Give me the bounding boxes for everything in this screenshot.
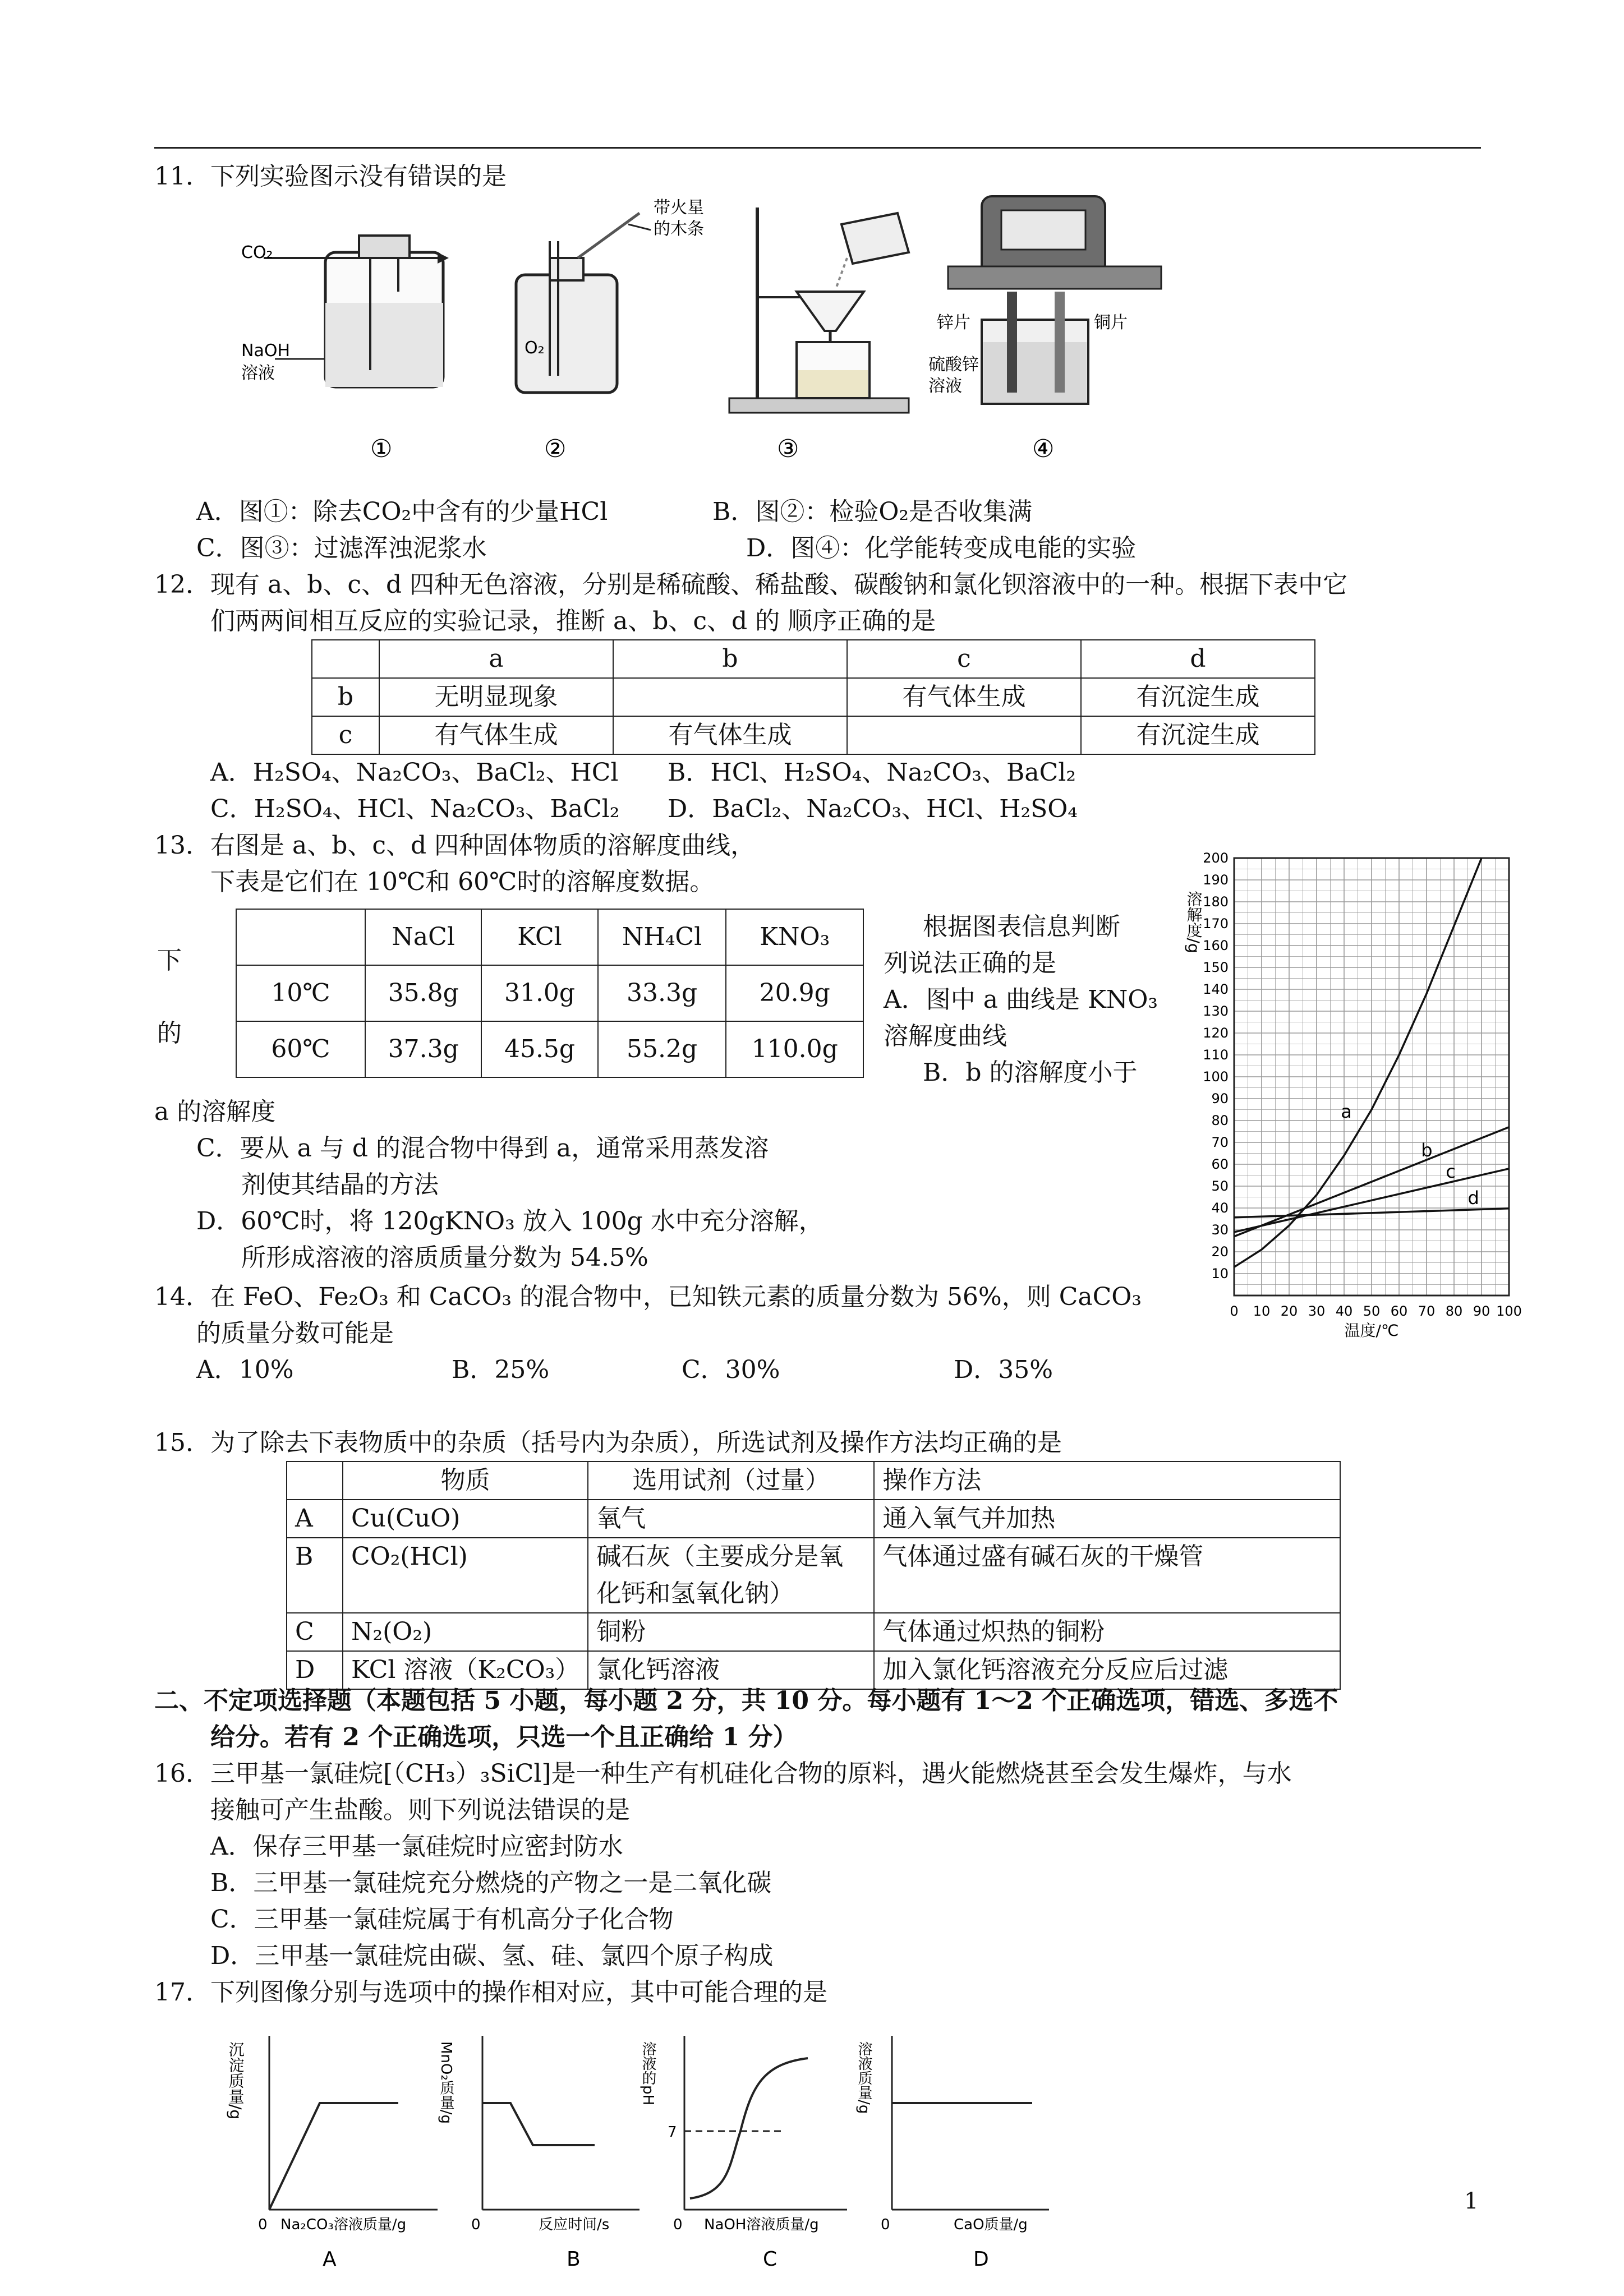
y-tick-label: 30 [1211, 1222, 1229, 1238]
x-tick-label: 90 [1473, 1303, 1490, 1319]
graph-c-ylabel: 溶液的pH [640, 2041, 656, 2106]
graph-b [482, 2036, 640, 2210]
graph-d-label: D [973, 2248, 989, 2271]
q13-stem-1: 13．右图是 a、b、c、d 四种固体物质的溶解度曲线， [154, 831, 756, 860]
q15-impurity-table [286, 1461, 1341, 1690]
table-header-cell [287, 1461, 343, 1500]
q13-option-d-1: D．60℃时，将 120gKNO₃ 放入 100g 水中充分溶解， [196, 1207, 823, 1235]
q14-stem-1: 14．在 FeO、Fe₂O₃ 和 CaCO₃ 的混合物中，已知铁元素的质量分数为 56%，则 CaCO₃ [154, 1283, 1142, 1311]
header-rule [154, 147, 1481, 149]
table-header-cell: b [613, 640, 847, 678]
table-row [287, 1500, 1340, 1538]
chart-grid [1234, 858, 1509, 1295]
section-2-heading-2: 给分。若有 2 个正确选项，只选一个且正确给 1 分） [210, 1723, 798, 1751]
x-tick-label: 100 [1496, 1303, 1522, 1319]
y-tick-label: 80 [1211, 1113, 1229, 1128]
q13-right-text-2: 列说法正确的是 [884, 949, 1056, 978]
graph-c-mark: 7 [668, 2124, 677, 2141]
graph-a-label: A [323, 2248, 337, 2271]
table-cell: CO₂(HCl) [343, 1538, 588, 1613]
gas-washing-bottle-figure [264, 236, 449, 387]
q16-option-c: C．三甲基一氯硅烷属于有机高分子化合物 [210, 1905, 674, 1934]
x-tick-label: 60 [1390, 1303, 1408, 1319]
graph-c-xlabel: NaOH溶液质量/g [704, 2216, 819, 2233]
table-cell: 加入氯化钙溶液充分反应后过滤 [874, 1651, 1340, 1689]
table-cell: c [312, 716, 379, 754]
fig1-solution-label: 溶液 [241, 363, 275, 383]
y-tick-label: 140 [1203, 981, 1229, 997]
table-cell: KCl 溶液（K₂CO₃） [343, 1651, 588, 1689]
q12-option-c: C．H₂SO₄、HCl、Na₂CO₃、BaCl₂ [210, 795, 620, 823]
fig1-number: ① [370, 435, 393, 463]
table-cell: B [287, 1538, 343, 1613]
q16-option-d: D．三甲基一氯硅烷由碳、氢、硅、氯四个原子构成 [210, 1942, 774, 1970]
y-tick-label: 150 [1203, 960, 1229, 975]
y-tick-label: 190 [1203, 872, 1229, 888]
y-tick-label: 120 [1203, 1025, 1229, 1041]
q11-option-b: B．图②：检验O₂是否收集满 [712, 497, 1033, 526]
table-cell: 铜粉 [588, 1613, 874, 1651]
graph-c-origin: 0 [673, 2216, 683, 2233]
table-cell [847, 716, 1081, 754]
q13-right-text-4: 溶解度曲线 [884, 1022, 1007, 1050]
q16-stem-2: 接触可产生盐酸。则下列说法错误的是 [210, 1796, 630, 1824]
q12-option-b: B．HCl、H₂SO₄、Na₂CO₃、BaCl₂ [668, 758, 1076, 787]
solubility-curve-chart [1172, 847, 1543, 1363]
graph-d-origin: 0 [881, 2216, 890, 2233]
q13-right-text-3: A．图中 a 曲线是 KNO₃ [884, 985, 1158, 1014]
graph-a-xlabel: Na₂CO₃溶液质量/g [280, 2216, 407, 2233]
x-tick-label: 70 [1418, 1303, 1436, 1319]
table-cell: A [287, 1500, 343, 1538]
q11-option-a: A．图①：除去CO₂中含有的少量HCl [196, 497, 608, 526]
q14-option-c: C．30% [682, 1356, 780, 1384]
table-header-cell: d [1081, 640, 1315, 678]
table-cell: 35.8g [365, 965, 481, 1021]
table-cell: 33.3g [598, 965, 726, 1021]
galvanic-cell-figure [948, 196, 1161, 404]
table-cell: 31.0g [481, 965, 597, 1021]
q13-side-char-1: 下 [157, 946, 182, 975]
table-row [236, 965, 863, 1021]
table-header-cell: a [379, 640, 613, 678]
table-cell: 通入氧气并加热 [874, 1500, 1340, 1538]
graph-c-label: C [763, 2248, 778, 2271]
table-header-cell: 物质 [343, 1461, 588, 1500]
graph-a-origin: 0 [258, 2216, 268, 2233]
series-label-d: d [1467, 1187, 1479, 1209]
y-tick-label: 160 [1203, 938, 1229, 953]
page-number: 1 [1464, 2188, 1479, 2214]
q13-side-char-2: 的 [157, 1019, 182, 1048]
q13-option-c-1: C．要从 a 与 d 的混合物中得到 a，通常采用蒸发溶 [196, 1134, 769, 1163]
graph-d-xlabel: CaO质量/g [954, 2216, 1028, 2233]
q13-option-c-2: 剂使其结晶的方法 [241, 1170, 439, 1199]
y-tick-label: 60 [1211, 1156, 1229, 1172]
table-cell: 氧气 [588, 1500, 874, 1538]
q14-stem-2: 的质量分数可能是 [196, 1319, 394, 1348]
table-row [287, 1613, 1340, 1651]
table-row [236, 1021, 863, 1077]
q13-solubility-table [236, 909, 864, 1078]
y-tick-label: 110 [1203, 1047, 1229, 1063]
x-tick-label: 20 [1280, 1303, 1298, 1319]
gas-collection-bottle-figure [516, 213, 651, 393]
q11-stem: 11．下列实验图示没有错误的是 [154, 162, 507, 191]
table-cell: b [312, 678, 379, 716]
q13-right-text-1: 根据图表信息判断 [923, 912, 1120, 941]
y-tick-label: 180 [1203, 894, 1229, 910]
graph-b-xlabel: 反应时间/s [539, 2216, 610, 2233]
q12-option-a: A．H₂SO₄、Na₂CO₃、BaCl₂、HCl [210, 758, 619, 787]
graph-c [684, 2036, 847, 2210]
table-cell: Cu(CuO) [343, 1500, 588, 1538]
q13-stem-2: 下表是它们在 10℃和 60℃时的溶解度数据。 [210, 868, 715, 896]
chart-x-axis-label: 温度/℃ [1344, 1321, 1399, 1340]
fig4-znso4-label-1: 硫酸锌 [928, 355, 979, 375]
table-header-cell: 选用试剂（过量） [588, 1461, 874, 1500]
y-tick-label: 90 [1211, 1091, 1229, 1106]
x-tick-label: 30 [1308, 1303, 1326, 1319]
table-cell: 110.0g [726, 1021, 863, 1077]
table-row [312, 678, 1315, 716]
y-tick-label: 70 [1211, 1135, 1229, 1150]
table-cell [613, 678, 847, 716]
table-header-cell: NaCl [365, 909, 481, 965]
fig2-splint-label-1: 带火星 [654, 198, 704, 218]
table-row [312, 716, 1315, 754]
graph-b-origin: 0 [471, 2216, 481, 2233]
table-cell: 20.9g [726, 965, 863, 1021]
q15-stem: 15．为了除去下表物质中的杂质（括号内为杂质），所选试剂及操作方法均正确的是 [154, 1428, 1062, 1457]
q16-option-a: A．保存三甲基一氯硅烷时应密封防水 [210, 1832, 623, 1861]
graph-a [269, 2036, 438, 2210]
y-tick-label: 170 [1203, 916, 1229, 932]
y-tick-label: 50 [1211, 1178, 1229, 1194]
table-cell: 气体通过盛有碱石灰的干燥管 [874, 1538, 1340, 1613]
x-tick-label: 0 [1230, 1303, 1239, 1319]
table-cell: D [287, 1651, 343, 1689]
table-cell: 37.3g [365, 1021, 481, 1077]
fig1-naoh-label: NaOH [241, 341, 290, 361]
table-cell: 无明显现象 [379, 678, 613, 716]
table-header-cell: KNO₃ [726, 909, 863, 965]
fig4-copper-label: 铜片 [1094, 313, 1128, 333]
table-cell: 有气体生成 [379, 716, 613, 754]
table-header-cell: c [847, 640, 1081, 678]
y-tick-label: 10 [1211, 1266, 1229, 1281]
q14-option-b: B．25% [452, 1356, 550, 1384]
graph-d [892, 2036, 1049, 2210]
graph-b-label: B [567, 2248, 581, 2271]
table-cell: 45.5g [481, 1021, 597, 1077]
x-tick-label: 40 [1335, 1303, 1353, 1319]
q12-stem-2: 们两两间相互反应的实验记录，推断 a、b、c、d 的 顺序正确的是 [210, 607, 936, 635]
q11-option-d: D．图④：化学能转变成电能的实验 [746, 534, 1137, 563]
table-cell: 氯化钙溶液 [588, 1651, 874, 1689]
series-label-b: b [1421, 1140, 1433, 1161]
chart-labels [1341, 1101, 1479, 1209]
chart-y-axis-label: 溶解度/g [1184, 891, 1203, 953]
y-tick-label: 20 [1211, 1244, 1229, 1260]
q12-stem-1: 12．现有 a、b、c、d 四种无色溶液，分别是稀硫酸、稀盐酸、碳酸钠和氯化钡溶液中的一种。根据下表中它 [154, 570, 1348, 599]
q13-right-text-5: B．b 的溶解度小于 [923, 1058, 1138, 1087]
table-cell: 10℃ [236, 965, 365, 1021]
y-tick-label: 130 [1203, 1003, 1229, 1019]
q14-option-d: D．35% [954, 1356, 1053, 1384]
table-cell: C [287, 1613, 343, 1651]
q16-option-b: B．三甲基一氯硅烷充分燃烧的产物之一是二氧化碳 [210, 1869, 772, 1897]
table-row [287, 1538, 1340, 1613]
q11-option-c: C．图③：过滤浑浊泥浆水 [196, 534, 487, 563]
q14-option-a: A．10% [196, 1356, 294, 1384]
section-2-heading-1: 二、不定项选择题（本题包括 5 小题，每小题 2 分，共 10 分。每小题有 1～2 个正确选项，错选、多选不 [154, 1686, 1338, 1715]
table-cell: 有沉淀生成 [1081, 716, 1315, 754]
table-cell: 碱石灰（主要成分是氧化钙和氢氧化钠） [588, 1538, 874, 1613]
x-tick-label: 50 [1363, 1303, 1381, 1319]
table-cell: N₂(O₂) [343, 1613, 588, 1651]
fig2-number: ② [544, 435, 567, 463]
series-label-c: c [1446, 1160, 1456, 1182]
q13-option-d-2: 所形成溶液的溶质质量分数为 54.5% [241, 1243, 648, 1272]
y-tick-label: 200 [1203, 850, 1229, 866]
graph-a-ylabel: 沉淀质量/g [226, 2041, 245, 2120]
table-cell: 55.2g [598, 1021, 726, 1077]
fig4-number: ④ [1032, 435, 1055, 463]
fig1-co2-label: CO₂ [241, 243, 273, 262]
series-label-a: a [1341, 1101, 1352, 1123]
table-header-cell: KCl [481, 909, 597, 965]
q17-graphs [224, 2019, 1122, 2288]
x-tick-label: 10 [1253, 1303, 1271, 1319]
y-tick-label: 100 [1203, 1069, 1229, 1085]
table-cell: 气体通过炽热的铜粉 [874, 1613, 1340, 1651]
filtration-setup-figure [729, 208, 909, 413]
chart-ticks [1203, 850, 1522, 1319]
fig4-znso4-label-2: 溶液 [928, 376, 962, 396]
x-tick-label: 80 [1445, 1303, 1463, 1319]
graph-b-ylabel: MnO₂质量/g [438, 2041, 454, 2124]
q11-figures [236, 191, 1189, 482]
fig3-number: ③ [777, 435, 799, 463]
q13-continuation: a 的溶解度 [154, 1098, 276, 1126]
table-cell: 有沉淀生成 [1081, 678, 1315, 716]
q12-option-d: D．BaCl₂、Na₂CO₃、HCl、H₂SO₄ [668, 795, 1078, 823]
table-cell: 60℃ [236, 1021, 365, 1077]
table-header-cell [236, 909, 365, 965]
table-cell: 有气体生成 [613, 716, 847, 754]
fig4-zinc-label: 锌片 [937, 313, 970, 333]
y-tick-label: 40 [1211, 1200, 1229, 1216]
table-header-cell: 操作方法 [874, 1461, 1340, 1500]
table-header-cell: NH₄Cl [598, 909, 726, 965]
q16-stem-1: 16．三甲基一氯硅烷[（CH₃）₃SiCl]是一种生产有机硅化合物的原料，遇火能燃烧甚至会发生爆炸，与水 [154, 1759, 1292, 1788]
q17-stem: 17．下列图像分别与选项中的操作相对应，其中可能合理的是 [154, 1978, 827, 2007]
q12-reaction-table [311, 639, 1315, 755]
fig2-splint-label-2: 的木条 [654, 219, 704, 239]
table-cell: 有气体生成 [847, 678, 1081, 716]
fig2-o2-label: O₂ [525, 338, 545, 358]
graph-d-ylabel: 溶液质量/g [855, 2041, 872, 2114]
table-header-cell [312, 640, 379, 678]
